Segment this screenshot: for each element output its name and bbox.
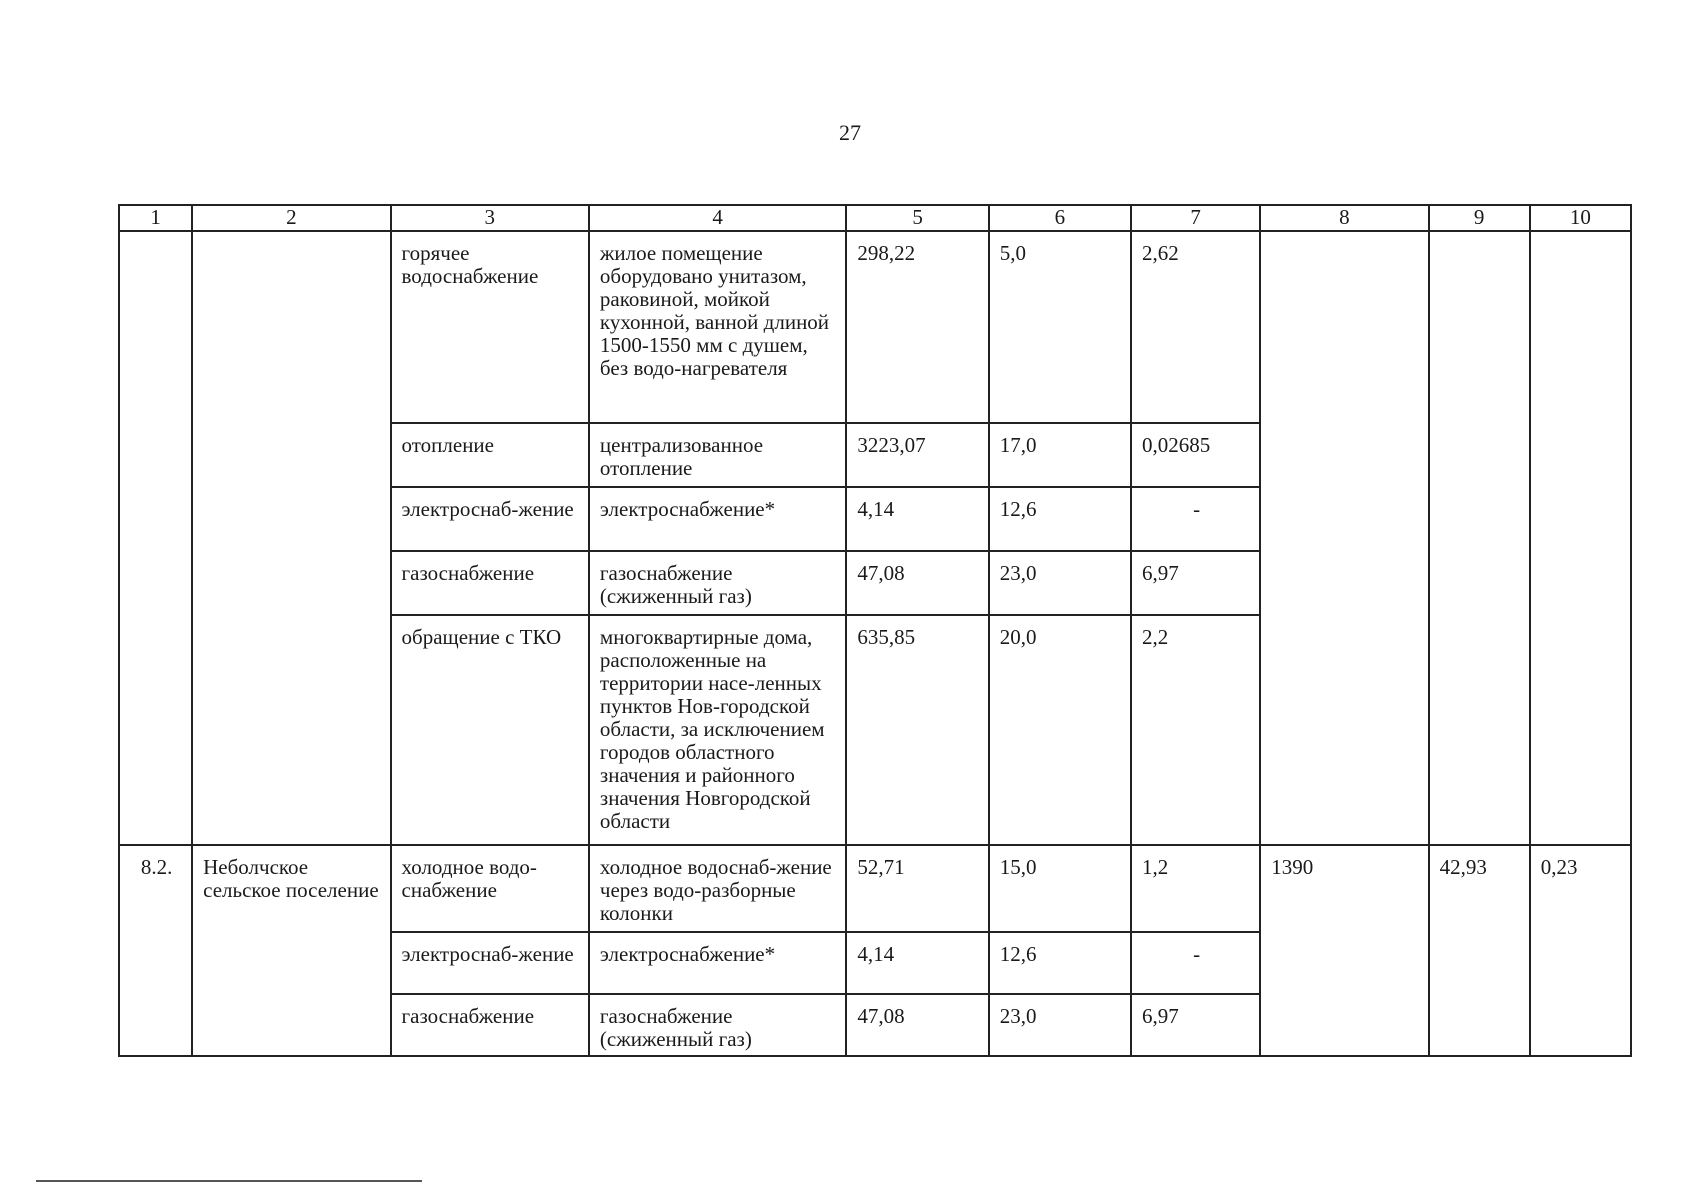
value-cell-5: 47,08: [846, 551, 988, 615]
value-cell-7: 2,62: [1131, 231, 1260, 423]
footer-rule: [36, 1180, 422, 1182]
header-cell: 3: [391, 205, 589, 231]
settlement-name-cell: Неболчское сельское поселение: [192, 845, 390, 1056]
header-cell: 4: [589, 205, 847, 231]
service-cell: холодное водо-снабжение: [391, 845, 589, 932]
service-cell: газоснабжение: [391, 551, 589, 615]
value-cell-5: 4,14: [846, 487, 988, 551]
description-cell: централизованное отопление: [589, 423, 847, 487]
value-cell-7: -: [1131, 932, 1260, 994]
table-row: [119, 845, 1631, 932]
value-cell-6: 23,0: [989, 551, 1131, 615]
service-cell: горячее водоснабжение: [391, 231, 589, 423]
value-cell-6: 23,0: [989, 994, 1131, 1056]
value-cell-7: 6,97: [1131, 551, 1260, 615]
header-cell: 9: [1429, 205, 1530, 231]
value-cell-9-empty: [1429, 231, 1530, 845]
description-cell: электроснабжение*: [589, 487, 847, 551]
value-cell-10: 0,23: [1530, 845, 1631, 1056]
value-cell-6: 17,0: [989, 423, 1131, 487]
tariff-table: [118, 204, 1632, 1057]
header-cell: 7: [1131, 205, 1260, 231]
value-cell-5: 3223,07: [846, 423, 988, 487]
value-cell-8-empty: [1260, 231, 1428, 845]
value-cell-6: 5,0: [989, 231, 1131, 423]
value-cell-7: 1,2: [1131, 845, 1260, 932]
service-cell: обращение с ТКО: [391, 615, 589, 845]
service-cell: электроснаб-жение: [391, 932, 589, 994]
value-cell-5: 47,08: [846, 994, 988, 1056]
value-cell-6: 12,6: [989, 487, 1131, 551]
value-cell-9: 42,93: [1429, 845, 1530, 1056]
value-cell-6: 20,0: [989, 615, 1131, 845]
header-row: [119, 205, 1631, 231]
description-cell: газоснабжение (сжиженный газ): [589, 994, 847, 1056]
header-cell: 6: [989, 205, 1131, 231]
value-cell-5: 635,85: [846, 615, 988, 845]
service-cell: отопление: [391, 423, 589, 487]
header-cell: 8: [1260, 205, 1428, 231]
value-cell-10-empty: [1530, 231, 1631, 845]
service-cell: газоснабжение: [391, 994, 589, 1056]
description-cell: жилое помещение оборудовано унитазом, раковиной, мойкой кухонной, ванной длиной 1500-1550 мм с душем, без водо-нагревателя: [589, 231, 847, 423]
value-cell-7: 2,2: [1131, 615, 1260, 845]
value-cell-5: 52,71: [846, 845, 988, 932]
header-cell: 1: [119, 205, 192, 231]
header-cell: 10: [1530, 205, 1631, 231]
page-number: 27: [839, 120, 861, 145]
value-cell-7: -: [1131, 487, 1260, 551]
service-cell: электроснаб-жение: [391, 487, 589, 551]
value-cell-8: 1390: [1260, 845, 1428, 1056]
section-number-cell: 8.2.: [119, 845, 192, 1056]
description-cell: электроснабжение*: [589, 932, 847, 994]
header-cell: 2: [192, 205, 390, 231]
value-cell-5: 4,14: [846, 932, 988, 994]
description-cell: холодное водоснаб-жение через водо-разборные колонки: [589, 845, 847, 932]
number-cell-empty: [119, 231, 192, 845]
header-cell: 5: [846, 205, 988, 231]
table-row: [119, 231, 1631, 423]
value-cell-7: 0,02685: [1131, 423, 1260, 487]
value-cell-7: 6,97: [1131, 994, 1260, 1056]
description-cell: газоснабжение (сжиженный газ): [589, 551, 847, 615]
value-cell-6: 12,6: [989, 932, 1131, 994]
value-cell-6: 15,0: [989, 845, 1131, 932]
description-cell: многоквартирные дома, расположенные на территории насе-ленных пунктов Нов-городской области, за исключением городов областного значения и районного значения Новгородской области: [589, 615, 847, 845]
value-cell-5: 298,22: [846, 231, 988, 423]
settlement-cell-empty: [192, 231, 390, 845]
